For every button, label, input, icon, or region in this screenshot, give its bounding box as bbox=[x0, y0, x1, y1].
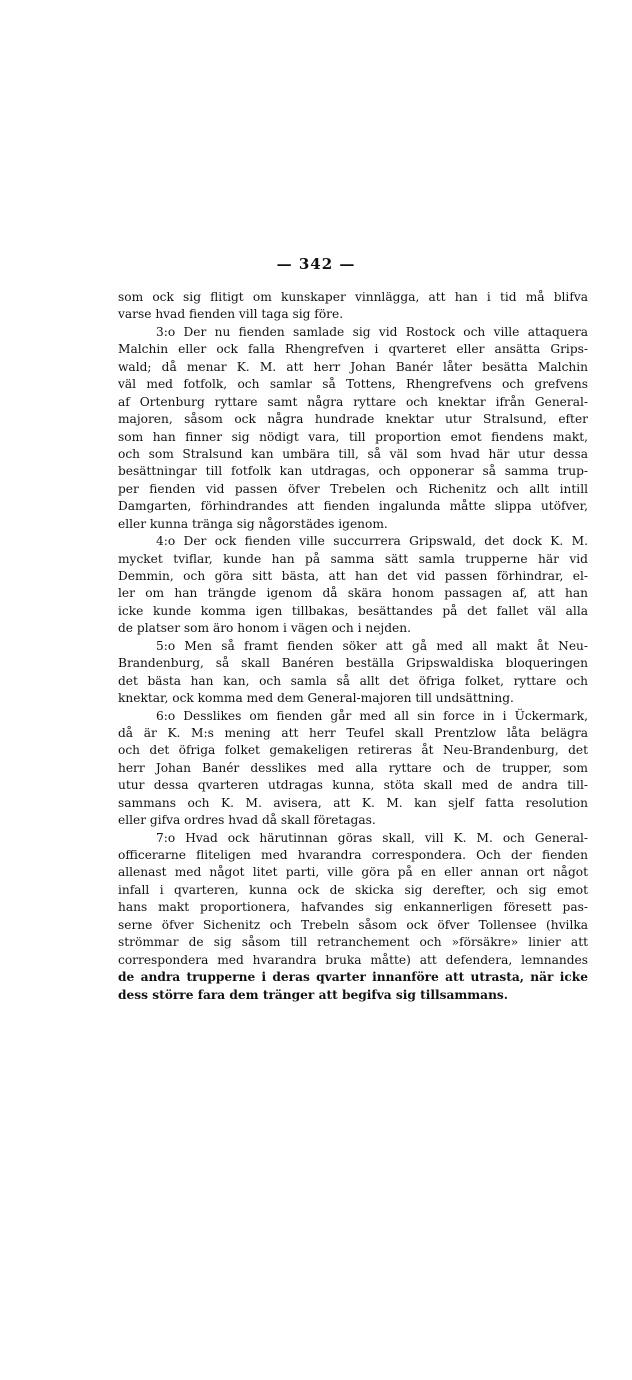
text-line: allenast med något litet parti, ville göra på en eller annan ort något bbox=[118, 865, 588, 880]
text-line: af Ortenburg ryttare samt några ryttare och knektar ifrån General- bbox=[118, 394, 588, 409]
text-line: sammans och K. M. avisera, att K. M. kan sjelf fatta resolution bbox=[118, 795, 588, 810]
text-line: eller kunna tränga sig någorstädes igenom. bbox=[118, 516, 388, 531]
text-line: correspondera med hvarandra bruka måtte) att defendera, lemnandes bbox=[118, 952, 588, 967]
text-line: 4:o Der ock fienden ville succurrera Gripswald, det dock K. M. bbox=[156, 534, 588, 549]
text-line: dess större fara dem tränger att begifva sig tillsammans. bbox=[118, 987, 509, 1002]
text-line: per fienden vid passen öfver Trebelen och Richenitz och allt intill bbox=[118, 481, 588, 496]
text-line: hans makt proportionera, hafvandes sig enkannerligen föresett pas- bbox=[118, 900, 588, 915]
text-line: Brandenburg, så skall Banéren beställa Gripswaldiska bloqueringen bbox=[118, 656, 588, 671]
text-line: varse hvad fienden vill taga sig före. bbox=[118, 307, 344, 322]
text-line: Damgarten, förhindrandes att fienden ingalunda måtte slippa utöfver, bbox=[118, 499, 588, 514]
text-line: wald; då menar K. M. att herr Johan Banér låter besätta Malchin bbox=[118, 359, 588, 374]
text-line: Malchin eller ock falla Rhengrefven i qvarteret eller ansätta Grips- bbox=[118, 342, 588, 357]
text-line: mycket tviflar, kunde han på samma sätt samla trupperne här vid bbox=[118, 551, 588, 566]
text-line: infall i qvarteren, kunna ock de skicka sig derefter, och sig emot bbox=[118, 882, 588, 897]
text-line: som han finner sig nödigt vara, till proportion emot fiendens makt, bbox=[118, 429, 588, 444]
text-line: de andra trupperne i deras qvarter innanföre att utrasta, när icke bbox=[118, 970, 588, 985]
text-line: de platser som äro honom i vägen och i nejden. bbox=[118, 621, 411, 636]
text-line: icke kunde komma igen tillbakas, besättandes på det fallet väl alla bbox=[118, 603, 588, 618]
text-line: det bästa han kan, och samla så allt det öfriga folket, ryttare och bbox=[118, 673, 588, 688]
text-line: 7:o Hvad ock härutinnan göras skall, vill K. M. och General- bbox=[156, 830, 588, 845]
text-line: knektar, ock komma med dem General-majoren till undsättning. bbox=[118, 691, 514, 706]
body-text bbox=[118, 289, 588, 1004]
text-line: herr Johan Banér desslikes med alla ryttare och de trupper, som bbox=[118, 760, 588, 775]
text-line: eller gifva ordres hvad då skall företagas. bbox=[118, 813, 376, 828]
text-line: 5:o Men så framt fienden söker att gå med all makt åt Neu- bbox=[156, 638, 588, 653]
text-line: besättningar till fotfolk kan utdragas, och opponerar så samma trup- bbox=[118, 464, 588, 479]
text-line: och som Stralsund kan umbära till, så väl som hvad här utur dessa bbox=[118, 446, 588, 461]
text-line: strömmar de sig såsom till retranchement och »försäkre» linier att bbox=[118, 935, 588, 950]
text-line: majoren, såsom ock några hundrade knektar utur Stralsund, efter bbox=[118, 412, 588, 427]
text-line: Demmin, och göra sitt bästa, att han det vid passen förhindrar, el- bbox=[118, 569, 588, 583]
text-line: 3:o Der nu fienden samlade sig vid Rostock och ville attaquera bbox=[156, 324, 588, 339]
text-line: 6:o Desslikes om fienden går med all sin force in i Ückermark, bbox=[156, 708, 588, 723]
text-line: då är K. M:s mening att herr Teufel skall Prentzlow låta belägra bbox=[118, 725, 588, 740]
text-line: serne öfver Sichenitz och Trebeln såsom ock öfver Tollensee (hvilka bbox=[118, 917, 588, 932]
text-line: och det öfriga folket gemakeligen retireras åt Neu-Brandenburg, det bbox=[118, 743, 588, 758]
text-line: ler om han trängde igenom då skära honom passagen af, att han bbox=[118, 586, 588, 601]
text-line: väl med fotfolk, och samlar så Tottens, Rhengrefvens och grefvens bbox=[118, 377, 588, 392]
text-line: som ock sig flitigt om kunskaper vinnlägga, att han i tid må blifva bbox=[118, 290, 588, 304]
page-number: — 342 — bbox=[276, 255, 356, 273]
text-line: officerarne fliteligen med hvarandra correspondera. Och der fienden bbox=[118, 848, 588, 862]
text-line: utur dessa qvarteren utdragas kunna, stöta skall med de andra till- bbox=[118, 778, 588, 793]
